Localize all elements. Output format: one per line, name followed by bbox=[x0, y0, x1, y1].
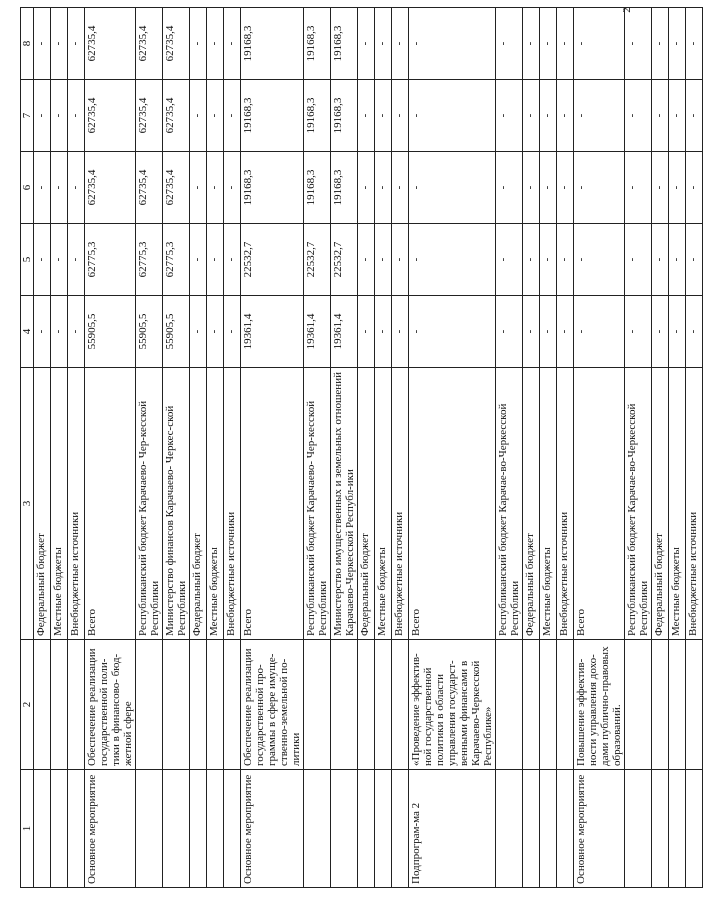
value-cell: - bbox=[557, 8, 574, 80]
value-cell: - bbox=[496, 152, 523, 224]
table-row bbox=[207, 8, 224, 888]
col-header: 3 bbox=[21, 368, 34, 640]
value-cell: 62735,4 bbox=[136, 8, 163, 80]
value-cell: 62775,3 bbox=[136, 224, 163, 296]
table-row bbox=[540, 8, 557, 888]
value-cell: - bbox=[207, 80, 224, 152]
row-title-cell bbox=[190, 640, 207, 770]
funding-source-cell: Республиканский бюджет Карачаево- Чер-кесской Республики bbox=[136, 368, 163, 640]
value-cell: 62775,3 bbox=[85, 224, 136, 296]
row-title-cell bbox=[686, 640, 703, 770]
value-cell: - bbox=[375, 224, 392, 296]
value-cell: 22532,7 bbox=[241, 224, 304, 296]
value-cell: - bbox=[409, 8, 496, 80]
table-body bbox=[34, 8, 703, 888]
value-cell: - bbox=[68, 224, 85, 296]
value-cell: - bbox=[625, 8, 652, 80]
row-type-cell bbox=[392, 770, 409, 888]
value-cell: 55905,5 bbox=[163, 296, 190, 368]
table-row bbox=[686, 8, 703, 888]
value-cell: - bbox=[540, 152, 557, 224]
value-cell: - bbox=[574, 224, 625, 296]
row-type-cell: Основное мероприятие bbox=[241, 770, 304, 888]
value-cell: 62735,4 bbox=[136, 152, 163, 224]
value-cell: - bbox=[51, 224, 68, 296]
funding-source-cell: Внебюджетные источники bbox=[392, 368, 409, 640]
row-type-cell bbox=[224, 770, 241, 888]
funding-source-cell: Республиканский бюджет Карачае-во-Черкесской Республики bbox=[496, 368, 523, 640]
value-cell: - bbox=[574, 8, 625, 80]
table-row bbox=[34, 8, 51, 888]
table-row bbox=[409, 8, 496, 888]
value-cell: 19168,3 bbox=[241, 80, 304, 152]
row-title-cell bbox=[496, 640, 523, 770]
table-row bbox=[224, 8, 241, 888]
table-row bbox=[85, 8, 136, 888]
value-cell: - bbox=[68, 152, 85, 224]
row-type-cell bbox=[557, 770, 574, 888]
row-type-cell bbox=[163, 770, 190, 888]
value-cell: - bbox=[686, 296, 703, 368]
col-header: 2 bbox=[21, 640, 34, 770]
value-cell: - bbox=[574, 152, 625, 224]
value-cell: 19168,3 bbox=[304, 8, 331, 80]
value-cell: - bbox=[652, 152, 669, 224]
table-row bbox=[669, 8, 686, 888]
value-cell: - bbox=[51, 8, 68, 80]
table-row bbox=[574, 8, 625, 888]
value-cell: - bbox=[34, 296, 51, 368]
value-cell: - bbox=[523, 296, 540, 368]
row-type-cell bbox=[207, 770, 224, 888]
value-cell: - bbox=[496, 8, 523, 80]
value-cell: - bbox=[496, 80, 523, 152]
value-cell: 19361,4 bbox=[331, 296, 358, 368]
funding-source-cell: Федеральный бюджет bbox=[190, 368, 207, 640]
value-cell: 55905,5 bbox=[136, 296, 163, 368]
value-cell: - bbox=[523, 80, 540, 152]
row-type-cell bbox=[190, 770, 207, 888]
funding-source-cell: Внебюджетные источники bbox=[224, 368, 241, 640]
funding-source-cell: Федеральный бюджет bbox=[523, 368, 540, 640]
row-title-cell bbox=[136, 640, 163, 770]
table-row bbox=[241, 8, 304, 888]
table-row bbox=[375, 8, 392, 888]
table-row bbox=[51, 8, 68, 888]
value-cell: - bbox=[669, 296, 686, 368]
funding-source-cell: Местные бюджеты bbox=[540, 368, 557, 640]
col-header: 7 bbox=[21, 80, 34, 152]
value-cell: - bbox=[68, 8, 85, 80]
value-cell: - bbox=[392, 224, 409, 296]
value-cell: 19168,3 bbox=[241, 152, 304, 224]
value-cell: - bbox=[496, 224, 523, 296]
value-cell: - bbox=[34, 224, 51, 296]
value-cell: 62735,4 bbox=[85, 80, 136, 152]
value-cell: 19361,4 bbox=[241, 296, 304, 368]
table-row bbox=[625, 8, 652, 888]
row-title-cell bbox=[375, 640, 392, 770]
value-cell: - bbox=[207, 152, 224, 224]
funding-source-cell: Внебюджетные источники bbox=[557, 368, 574, 640]
table-row bbox=[68, 8, 85, 888]
value-cell: - bbox=[358, 224, 375, 296]
row-title-cell bbox=[34, 640, 51, 770]
value-cell: 19168,3 bbox=[331, 152, 358, 224]
value-cell: - bbox=[625, 80, 652, 152]
value-cell: 19168,3 bbox=[241, 8, 304, 80]
row-type-cell bbox=[523, 770, 540, 888]
table-row bbox=[163, 8, 190, 888]
value-cell: - bbox=[51, 152, 68, 224]
row-title-cell bbox=[304, 640, 331, 770]
value-cell: - bbox=[190, 152, 207, 224]
row-title-cell bbox=[652, 640, 669, 770]
value-cell: - bbox=[523, 152, 540, 224]
value-cell: - bbox=[409, 224, 496, 296]
funding-source-cell: Федеральный бюджет bbox=[34, 368, 51, 640]
value-cell: 62775,3 bbox=[163, 224, 190, 296]
value-cell: - bbox=[392, 296, 409, 368]
value-cell: 19168,3 bbox=[304, 152, 331, 224]
funding-source-cell: Местные бюджеты bbox=[207, 368, 224, 640]
value-cell: - bbox=[669, 152, 686, 224]
value-cell: - bbox=[686, 80, 703, 152]
table-row bbox=[652, 8, 669, 888]
value-cell: - bbox=[375, 80, 392, 152]
value-cell: - bbox=[207, 8, 224, 80]
value-cell: - bbox=[409, 152, 496, 224]
value-cell: 55905,5 bbox=[85, 296, 136, 368]
value-cell: - bbox=[34, 152, 51, 224]
value-cell: - bbox=[392, 8, 409, 80]
value-cell: - bbox=[540, 296, 557, 368]
table-row bbox=[523, 8, 540, 888]
funding-source-cell: Внебюджетные источники bbox=[686, 368, 703, 640]
value-cell: - bbox=[523, 224, 540, 296]
funding-source-cell: Всего bbox=[409, 368, 496, 640]
value-cell: - bbox=[540, 80, 557, 152]
col-header: 5 bbox=[21, 224, 34, 296]
value-cell: - bbox=[51, 80, 68, 152]
row-type-cell bbox=[375, 770, 392, 888]
row-title-cell bbox=[51, 640, 68, 770]
row-type-cell bbox=[496, 770, 523, 888]
value-cell: - bbox=[652, 224, 669, 296]
row-title-cell bbox=[163, 640, 190, 770]
row-title-cell bbox=[331, 640, 358, 770]
value-cell: - bbox=[540, 8, 557, 80]
row-type-cell: Подпрограм-ма 2 bbox=[409, 770, 496, 888]
value-cell: - bbox=[358, 296, 375, 368]
value-cell: - bbox=[392, 80, 409, 152]
value-cell: - bbox=[557, 296, 574, 368]
row-type-cell bbox=[686, 770, 703, 888]
value-cell: - bbox=[190, 224, 207, 296]
value-cell: - bbox=[224, 224, 241, 296]
value-cell: - bbox=[224, 8, 241, 80]
value-cell: - bbox=[224, 80, 241, 152]
col-header: 8 bbox=[21, 8, 34, 80]
value-cell: - bbox=[375, 8, 392, 80]
page-number: 2 bbox=[621, 7, 633, 13]
value-cell: - bbox=[669, 8, 686, 80]
table-row bbox=[392, 8, 409, 888]
row-type-cell bbox=[331, 770, 358, 888]
value-cell: - bbox=[523, 8, 540, 80]
value-cell: - bbox=[557, 80, 574, 152]
value-cell: - bbox=[540, 224, 557, 296]
value-cell: - bbox=[207, 224, 224, 296]
value-cell: 22532,7 bbox=[331, 224, 358, 296]
funding-source-cell: Министерство финансов Карачаево- Черкес-ской Республики bbox=[163, 368, 190, 640]
row-type-cell bbox=[358, 770, 375, 888]
value-cell: 19361,4 bbox=[304, 296, 331, 368]
value-cell: - bbox=[375, 152, 392, 224]
value-cell: - bbox=[686, 152, 703, 224]
value-cell: - bbox=[358, 80, 375, 152]
row-title-cell: Обеспечение реализации государственной про-граммы в сфере имуще-ственно-земельной по-литики bbox=[241, 640, 304, 770]
value-cell: - bbox=[669, 224, 686, 296]
row-title-cell bbox=[392, 640, 409, 770]
value-cell: - bbox=[557, 224, 574, 296]
funding-source-cell: Республиканский бюджет Карачаево- Чер-кесской Республики bbox=[304, 368, 331, 640]
value-cell: - bbox=[625, 224, 652, 296]
value-cell: - bbox=[392, 152, 409, 224]
funding-source-cell: Федеральный бюджет bbox=[358, 368, 375, 640]
rotated-page bbox=[20, 8, 699, 888]
col-header: 1 bbox=[21, 770, 34, 888]
value-cell: - bbox=[207, 296, 224, 368]
row-title-cell bbox=[523, 640, 540, 770]
value-cell: - bbox=[686, 8, 703, 80]
value-cell: - bbox=[574, 80, 625, 152]
row-type-cell bbox=[540, 770, 557, 888]
value-cell: - bbox=[574, 296, 625, 368]
table-row bbox=[358, 8, 375, 888]
funding-source-cell: Республиканский бюджет Карачае-во-Черкесской Республики bbox=[625, 368, 652, 640]
col-header: 6 bbox=[21, 152, 34, 224]
value-cell: - bbox=[652, 80, 669, 152]
row-type-cell bbox=[625, 770, 652, 888]
row-type-cell bbox=[34, 770, 51, 888]
funding-source-cell: Министерство имущественных и земельных отношений Карачаево-Черкесской Республ-ики bbox=[331, 368, 358, 640]
value-cell: - bbox=[652, 296, 669, 368]
value-cell: - bbox=[190, 296, 207, 368]
row-type-cell bbox=[669, 770, 686, 888]
row-title-cell bbox=[669, 640, 686, 770]
funding-source-cell: Местные бюджеты bbox=[669, 368, 686, 640]
value-cell: - bbox=[358, 152, 375, 224]
row-type-cell bbox=[304, 770, 331, 888]
row-title-cell: Повышение эффектив-ности управления дохо-дами публично-правовых образований. bbox=[574, 640, 625, 770]
col-header: 4 bbox=[21, 296, 34, 368]
value-cell: - bbox=[496, 296, 523, 368]
row-title-cell bbox=[557, 640, 574, 770]
row-type-cell: Основное мероприятие bbox=[574, 770, 625, 888]
value-cell: 62735,4 bbox=[136, 80, 163, 152]
value-cell: 22532,7 bbox=[304, 224, 331, 296]
value-cell: 19168,3 bbox=[304, 80, 331, 152]
table-row bbox=[136, 8, 163, 888]
row-title-cell: «Проведение эффектив-ной государственной политики в области управления государст-венными финансами в Карачаево-Черкесской Республике» bbox=[409, 640, 496, 770]
funding-source-cell: Местные бюджеты bbox=[375, 368, 392, 640]
header-row bbox=[21, 8, 34, 888]
value-cell: 62735,4 bbox=[85, 152, 136, 224]
value-cell: 19168,3 bbox=[331, 8, 358, 80]
value-cell: - bbox=[625, 296, 652, 368]
row-title-cell bbox=[68, 640, 85, 770]
row-title-cell bbox=[540, 640, 557, 770]
row-title-cell bbox=[358, 640, 375, 770]
funding-source-cell: Местные бюджеты bbox=[51, 368, 68, 640]
value-cell: - bbox=[652, 8, 669, 80]
funding-source-cell: Федеральный бюджет bbox=[652, 368, 669, 640]
value-cell: - bbox=[409, 80, 496, 152]
funding-source-cell: Всего bbox=[85, 368, 136, 640]
row-type-cell: Основное мероприятие bbox=[85, 770, 136, 888]
funding-source-cell: Внебюджетные источники bbox=[68, 368, 85, 640]
value-cell: - bbox=[190, 8, 207, 80]
row-title-cell bbox=[207, 640, 224, 770]
row-type-cell bbox=[136, 770, 163, 888]
value-cell: 19168,3 bbox=[331, 80, 358, 152]
table-row bbox=[304, 8, 331, 888]
table-row bbox=[190, 8, 207, 888]
value-cell: - bbox=[686, 224, 703, 296]
value-cell: 62735,4 bbox=[163, 8, 190, 80]
value-cell: - bbox=[224, 152, 241, 224]
value-cell: - bbox=[68, 296, 85, 368]
value-cell: - bbox=[375, 296, 392, 368]
value-cell: 62735,4 bbox=[85, 8, 136, 80]
table-row bbox=[331, 8, 358, 888]
value-cell: - bbox=[190, 80, 207, 152]
row-type-cell bbox=[652, 770, 669, 888]
value-cell: - bbox=[34, 8, 51, 80]
row-type-cell bbox=[68, 770, 85, 888]
row-title-cell: Обеспечение реализации государственной поли-тики в финансово- бюд-жетной сфере bbox=[85, 640, 136, 770]
funding-source-cell: Всего bbox=[241, 368, 304, 640]
row-title-cell bbox=[625, 640, 652, 770]
value-cell: - bbox=[34, 80, 51, 152]
value-cell: 62735,4 bbox=[163, 152, 190, 224]
value-cell: - bbox=[557, 152, 574, 224]
value-cell: - bbox=[409, 296, 496, 368]
budget-table bbox=[20, 7, 703, 888]
value-cell: - bbox=[224, 296, 241, 368]
table-row bbox=[557, 8, 574, 888]
value-cell: - bbox=[68, 80, 85, 152]
value-cell: 62735,4 bbox=[163, 80, 190, 152]
funding-source-cell: Всего bbox=[574, 368, 625, 640]
value-cell: - bbox=[358, 8, 375, 80]
row-title-cell bbox=[224, 640, 241, 770]
value-cell: - bbox=[669, 80, 686, 152]
value-cell: - bbox=[51, 296, 68, 368]
row-type-cell bbox=[51, 770, 68, 888]
value-cell: - bbox=[625, 152, 652, 224]
table-row bbox=[496, 8, 523, 888]
